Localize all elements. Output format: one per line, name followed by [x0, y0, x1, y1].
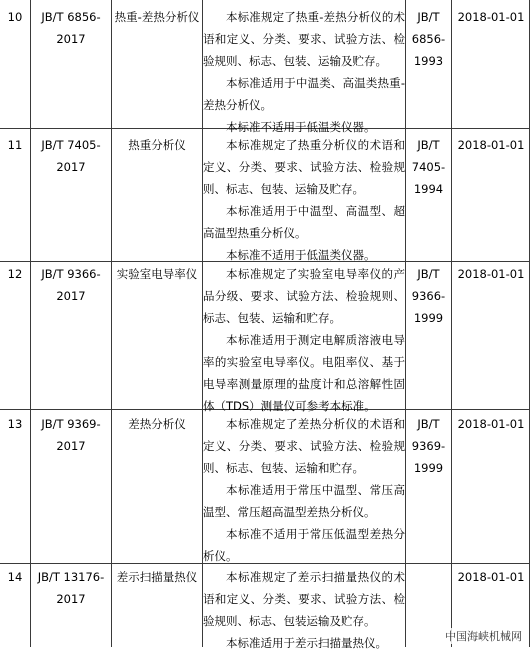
row-number: 10	[7, 10, 23, 24]
effective-date: 2018-01-01	[457, 417, 525, 431]
standard-scope	[203, 413, 405, 567]
scope-paragraph: 本标准不适用于常压低温型差热分析仪。	[203, 527, 405, 563]
replaced-standard: JB/T 6856-1993	[411, 10, 446, 68]
scope-paragraph: 本标准适用于常压中温型、常压高温型、常压超高温型差热分析仪。	[203, 483, 405, 519]
effective-date: 2018-01-01	[457, 138, 525, 152]
standard-code: JB/T 7405-2017	[41, 138, 101, 174]
column-divider	[30, 0, 31, 647]
standard-code: JB/T 6856-2017	[41, 10, 101, 46]
column-divider	[451, 0, 452, 647]
scope-paragraph: 本标准不适用于低温类仪器。	[226, 248, 376, 262]
scope-paragraph: 本标准适用于中温类、高温类热重-差热分析仪。	[203, 76, 405, 112]
standard-name: 差示扫描量热仪	[116, 570, 198, 584]
standard-name: 差热分析仪	[128, 417, 186, 431]
replaced-standard: JB/T 7405-1994	[411, 138, 446, 196]
standard-code: JB/T 9366-2017	[41, 267, 101, 303]
scope-paragraph: 本标准规定了热重分析仪的术语和定义、分类、要求、试验方法、检验规则、标志、包装、运输及贮存。	[203, 138, 405, 196]
scope-paragraph: 本标准规定了差示扫描量热仪的术语和定义、分类、要求、试验方法、检验规则、标志、包装运输及贮存。	[203, 570, 405, 628]
scope-paragraph: 本标准规定了差热分析仪的术语和定义、分类、要求、试验方法、检验规则、标志、包装、运输和贮存。	[203, 417, 405, 475]
scope-paragraph: 本标准适用于测定电解质溶液电导率的实验室电导率仪。电阻率仪、基于电导率测量原理的盐度计和总溶解性固体（TDS）测量仪可参考本标准。	[203, 333, 405, 413]
standard-name: 实验室电导率仪	[116, 267, 198, 281]
row-number: 14	[7, 570, 23, 584]
row-number: 11	[7, 138, 23, 152]
scope-paragraph: 本标准规定了热重-差热分析仪的术语和定义、分类、要求、试验方法、检验规则、标志、包装、运输及贮存。	[203, 10, 405, 68]
replaced-standard: JB/T 9369-1999	[411, 417, 446, 475]
standard-scope	[203, 263, 405, 417]
replaced-standard: JB/T 9366-1999	[411, 267, 446, 325]
effective-date: 2018-01-01	[457, 10, 525, 24]
standard-code: JB/T 9369-2017	[41, 417, 101, 453]
standard-name: 热重-差热分析仪	[114, 10, 200, 24]
standard-code: JB/T 13176-2017	[37, 570, 105, 606]
standard-name: 热重分析仪	[128, 138, 186, 152]
scope-paragraph: 本标准适用于差示扫描量热仪。	[226, 636, 387, 650]
scope-paragraph: 本标准适用于中温型、高温型、超高温型热重分析仪。	[203, 204, 405, 240]
watermark: 中国海峡机械网	[445, 630, 522, 643]
standard-scope	[203, 134, 405, 266]
row-number: 12	[7, 267, 23, 281]
effective-date: 2018-01-01	[457, 267, 525, 281]
standard-scope	[203, 6, 405, 138]
column-divider	[111, 0, 112, 647]
scope-paragraph: 本标准不适用于低温类仪器。	[226, 120, 376, 134]
effective-date: 2018-01-01	[457, 570, 525, 584]
scope-paragraph: 本标准规定了实验室电导率仪的产品分级、要求、试验方法、检验规则、标志、包装、运输和贮存。	[203, 267, 405, 325]
row-number: 13	[7, 417, 23, 431]
standard-scope	[203, 566, 405, 654]
